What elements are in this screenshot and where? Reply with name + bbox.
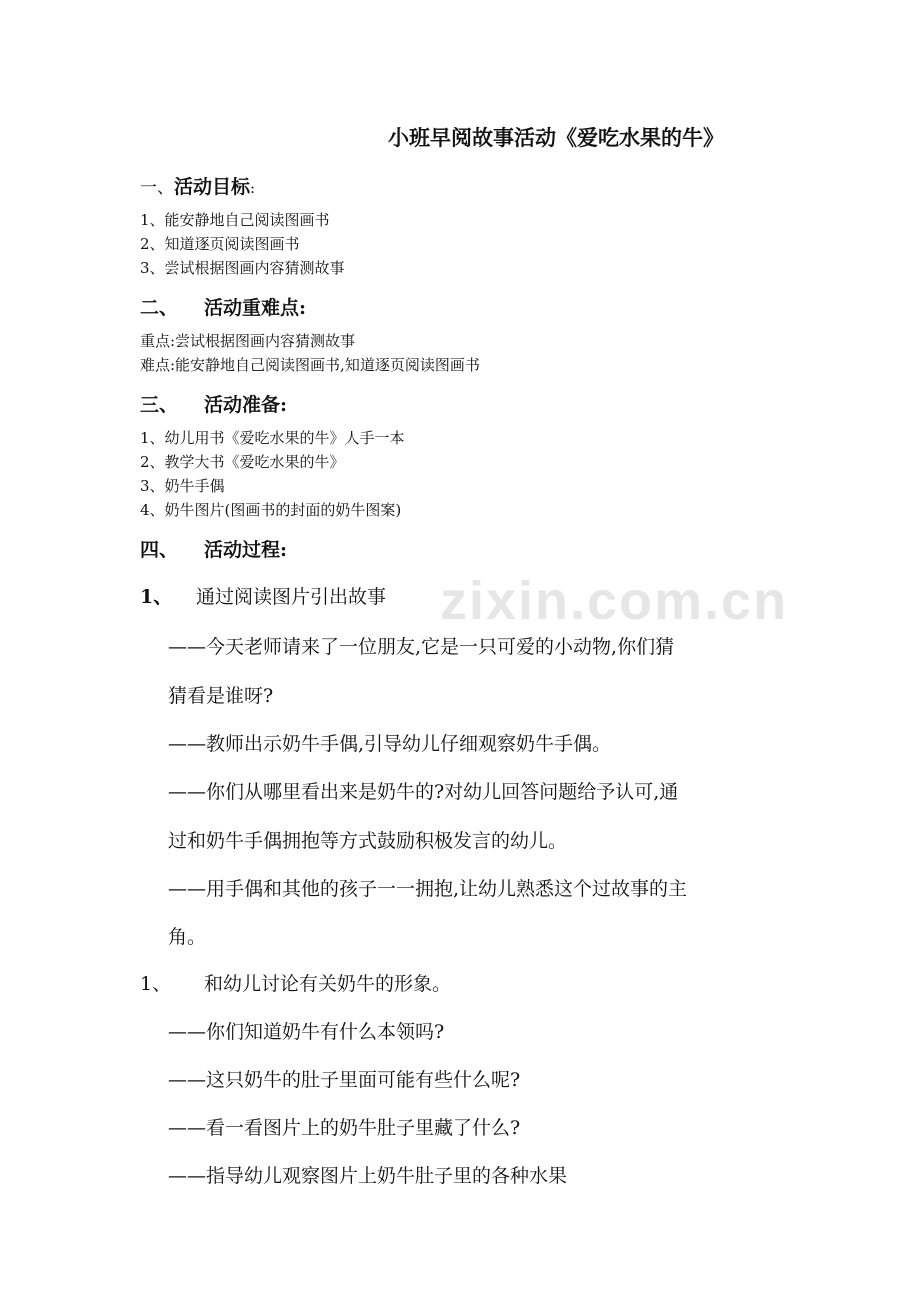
step-1-number: 1、: [140, 586, 173, 608]
section-1-title: 活动目标: [174, 176, 251, 198]
step-2-title: 和幼儿讨论有关奶牛的形象。: [204, 973, 452, 995]
document-title: 小班早阅故事活动《爱吃水果的牛》: [388, 125, 724, 150]
paragraph-line: ——看一看图片上的奶牛肚子里藏了什么?: [168, 1117, 521, 1139]
section-1-heading: [140, 172, 255, 199]
watermark: zixin.com.cn: [440, 571, 789, 631]
key-point-item: 重点:尝试根据图画内容猜测故事: [140, 332, 356, 350]
step-1-title: 通过阅读图片引出故事: [196, 586, 387, 608]
section-2-number: 二、: [140, 297, 179, 319]
paragraph-line: ——这只奶牛的肚子里面可能有些什么呢?: [168, 1069, 521, 1091]
paragraph-line: 角。: [168, 926, 207, 948]
section-3-title: 活动准备:: [204, 394, 288, 416]
paragraph-line: ——你们知道奶牛有什么本领吗?: [168, 1021, 445, 1043]
step-2-heading: [140, 969, 452, 996]
goal-item: 2、知道逐页阅读图画书: [140, 235, 300, 253]
goal-item: 3、尝试根据图画内容猜测故事: [140, 259, 345, 277]
goal-item: 1、能安静地自己阅读图画书: [140, 211, 330, 229]
paragraph-line: 猜看是谁呀?: [168, 685, 274, 707]
section-3-heading: [140, 390, 288, 417]
preparation-item: 1、幼儿用书《爱吃水果的牛》人手一本: [140, 429, 405, 447]
paragraph-line: ——你们从哪里看出来是奶牛的?对幼儿回答问题给予认可,通: [168, 781, 679, 803]
paragraph-line: 过和奶牛手偶拥抱等方式鼓励积极发言的幼儿。: [168, 830, 568, 852]
section-4-heading: [140, 535, 288, 562]
section-1-colon: :: [250, 179, 256, 197]
preparation-item: 3、奶牛手偶: [140, 477, 225, 495]
paragraph-line: ——指导幼儿观察图片上奶牛肚子里的各种水果: [168, 1165, 568, 1187]
paragraph-line: ——用手偶和其他的孩子一一拥抱,让幼儿熟悉这个过故事的主: [168, 878, 688, 900]
step-2-number: 1、: [140, 973, 172, 995]
paragraph-line: ——今天老师请来了一位朋友,它是一只可爱的小动物,你们猜: [168, 636, 675, 658]
section-4-number: 四、: [140, 539, 179, 561]
section-1-number: 一、: [140, 178, 174, 198]
section-2-title: 活动重难点:: [204, 297, 307, 319]
paragraph-line: ——教师出示奶牛手偶,引导幼儿仔细观察奶牛手偶。: [168, 733, 612, 755]
section-3-number: 三、: [140, 394, 179, 416]
step-1-heading: [140, 582, 387, 609]
preparation-item: 2、教学大书《爱吃水果的牛》: [140, 453, 345, 471]
preparation-item: 4、奶牛图片(图画书的封面的奶牛图案): [140, 501, 402, 519]
difficulty-item: 难点:能安静地自己阅读图画书,知道逐页阅读图画书: [140, 356, 480, 374]
section-4-title: 活动过程:: [204, 539, 288, 561]
section-2-heading: [140, 293, 307, 320]
